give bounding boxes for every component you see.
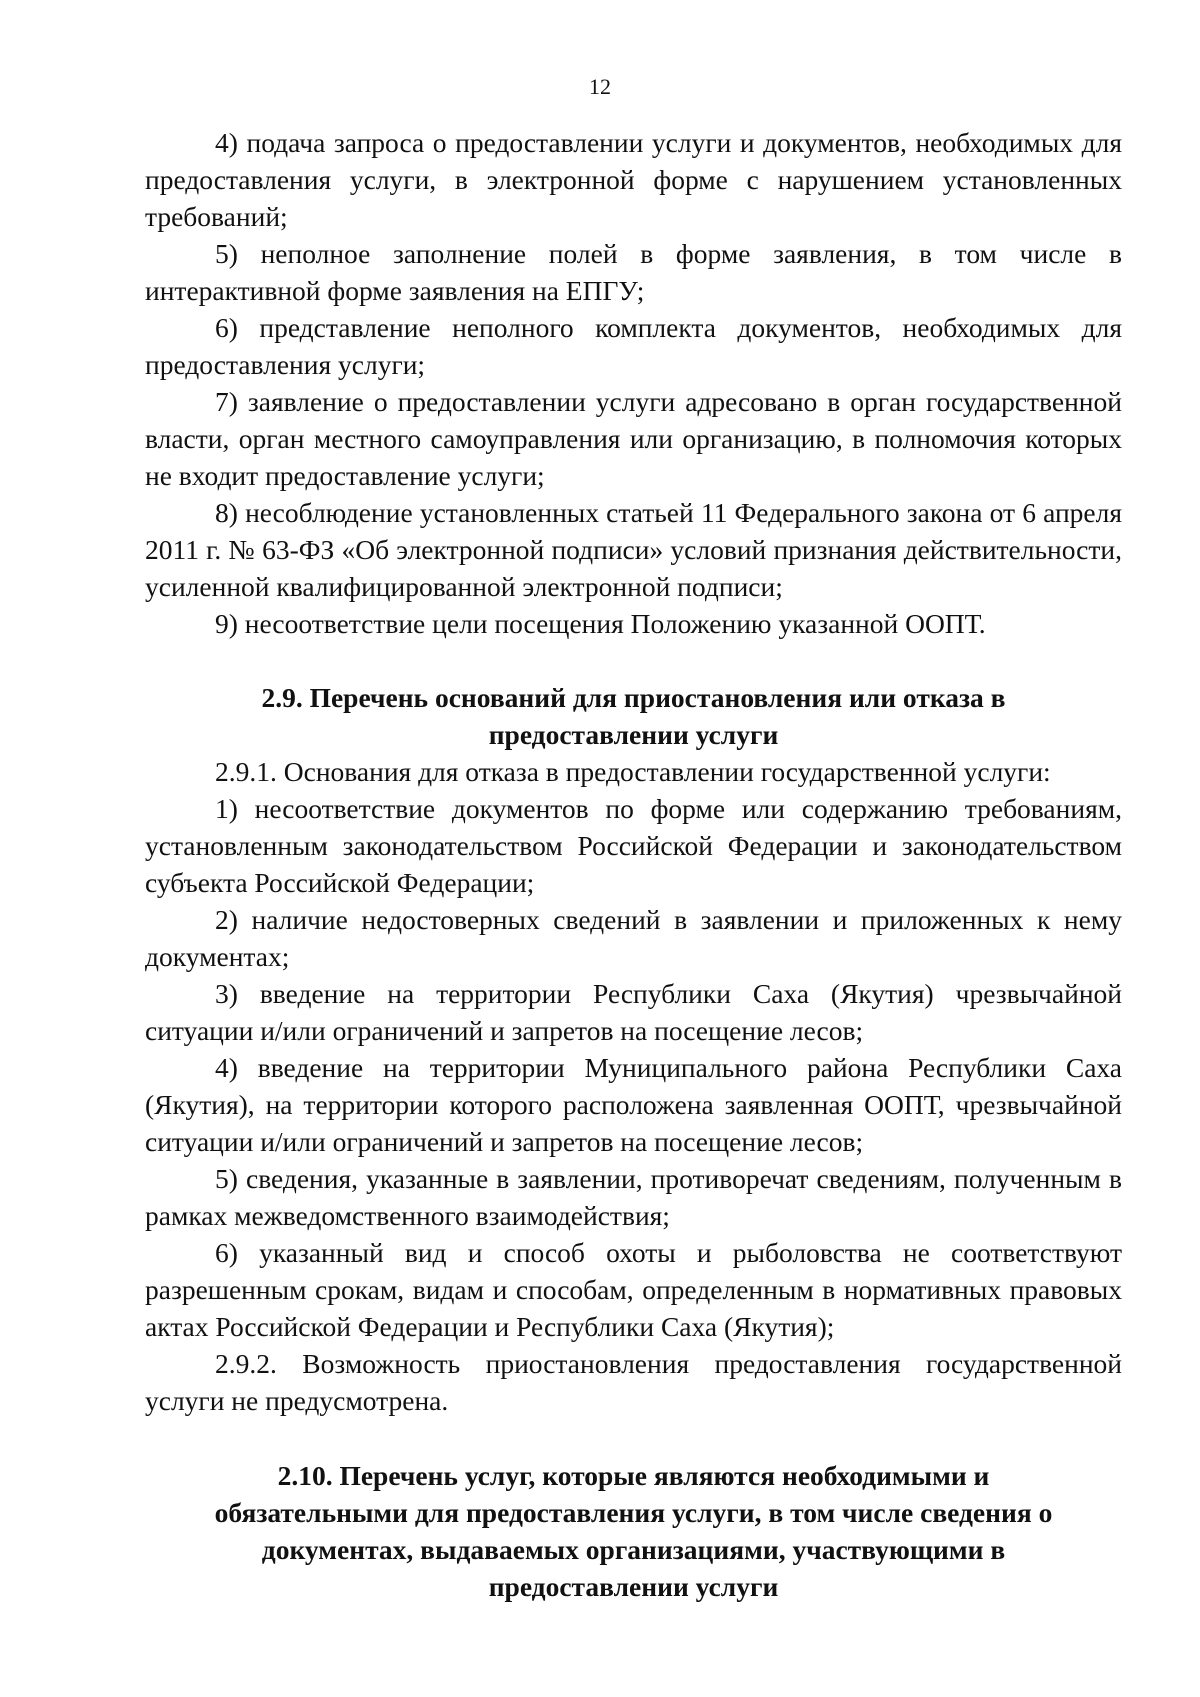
document-body xyxy=(145,124,1122,1605)
list-item-8: 8) несоблюдение установленных статьей 11 Федерального закона от 6 апреля 2011 г. № 63-ФЗ «Об электронной подписи» условий признания действительности, усиленной квалифицированной электронной подписи; xyxy=(145,497,1122,602)
section-2-10-heading-line-2: обязательными для предоставления услуги, в том числе сведения о xyxy=(214,1497,1053,1528)
refusal-ground-2: 2) наличие недостоверных сведений в заявлении и приложенных к нему документах; xyxy=(145,904,1122,972)
section-2-9-heading-line-1: 2.9. Перечень оснований для приостановления или отказа в xyxy=(261,682,1006,713)
refusal-ground-6: 6) указанный вид и способ охоты и рыболовства не соответствуют разрешенным срокам, видам и способам, определенным в нормативных правовых актах Российской Федерации и Республики Саха (Якутия); xyxy=(145,1237,1122,1342)
list-item-5: 5) неполное заполнение полей в форме заявления, в том числе в интерактивной форме заявления на ЕПГУ; xyxy=(145,238,1122,306)
section-2-10-heading xyxy=(145,1457,1122,1605)
section-2-9-heading xyxy=(145,679,1122,753)
section-2-10-heading-line-3: документах, выдаваемых организациями, участвующими в xyxy=(261,1534,1006,1565)
subsection-2-9-1: 2.9.1. Основания для отказа в предоставлении государственной услуги: xyxy=(215,756,1051,787)
section-2-10-heading-line-4: предоставлении услуги xyxy=(488,1571,779,1602)
refusal-ground-4: 4) введение на территории Муниципального района Республики Саха (Якутия), на территории которого расположена заявленная ООПТ, чрезвычайной ситуации и/или ограничений и запретов на посещение лесов; xyxy=(145,1052,1122,1157)
section-2-9-heading-line-2: предоставлении услуги xyxy=(488,719,779,750)
refusal-ground-5: 5) сведения, указанные в заявлении, противоречат сведениям, полученным в рамках межведомственного взаимодействия; xyxy=(145,1163,1122,1231)
refusal-ground-3: 3) введение на территории Республики Саха (Якутия) чрезвычайной ситуации и/или ограничений и запретов на посещение лесов; xyxy=(145,978,1122,1046)
refusal-ground-1: 1) несоответствие документов по форме или содержанию требованиям, установленным законодательством Российской Федерации и законодательством субъекта Российской Федерации; xyxy=(145,793,1122,898)
list-item-9: 9) несоответствие цели посещения Положению указанной ООПТ. xyxy=(215,608,986,639)
section-2-10-heading-line-1: 2.10. Перечень услуг, которые являются необходимыми и xyxy=(277,1460,990,1491)
page-number: 12 xyxy=(589,74,611,99)
list-item-6: 6) представление неполного комплекта документов, необходимых для предоставления услуги; xyxy=(145,312,1122,380)
subsection-2-9-2: 2.9.2. Возможность приостановления предоставления государственной услуги не предусмотрена. xyxy=(145,1348,1122,1416)
list-item-7: 7) заявление о предоставлении услуги адресовано в орган государственной власти, орган местного самоуправления или организацию, в полномочия которых не входит предоставление услуги; xyxy=(145,386,1122,491)
list-item-4: 4) подача запроса о предоставлении услуги и документов, необходимых для предоставления услуги, в электронной форме с нарушением установленных требований; xyxy=(145,127,1122,232)
